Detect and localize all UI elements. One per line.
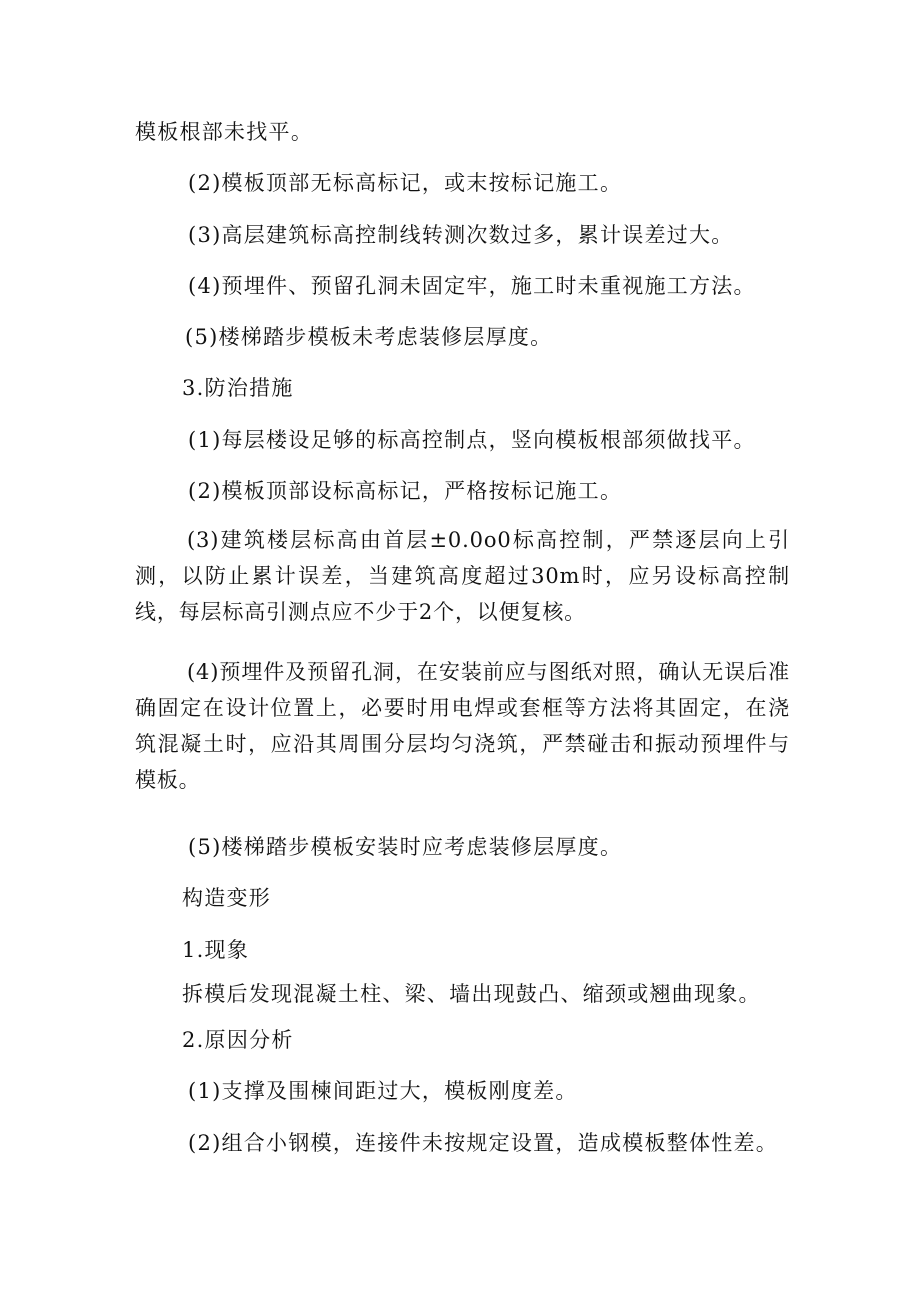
text-line: 模板根部未找平。 — [135, 120, 314, 144]
text-line: (5)楼梯踏步模板未考虑装修层厚度。 — [185, 325, 553, 349]
text-line: 拆模后发现混凝土柱、梁、墙出现鼓凸、缩颈或翘曲现象。 — [182, 982, 761, 1006]
text-line: (1)每层楼设足够的标高控制点，竖向模板根部须做找平。 — [188, 428, 756, 452]
text-line: (2)模板顶部设标高标记，严格按标记施工。 — [188, 479, 623, 503]
paragraph-text: (4)预埋件及预留孔洞，在安装前应与图纸对照，确认无误后准确固定在设计位置上，必要时用电焊或套框等方法将其固定，在浇筑混凝土时，应沿其周围分层均匀浇筑，严禁碰击和振动预埋件与模板。 — [135, 660, 790, 792]
paragraph-embedded — [135, 654, 790, 798]
paragraph-text: (3)建筑楼层标高由首层±0.0o0标高控制，严禁逐层向上引测，以防止累计误差，当建筑高度超过30m时，应另设标高控制线，每层标高引测点应不少于2个，以便复核。 — [135, 528, 790, 624]
text-line: (5)楼梯踏步模板安装时应考虑装修层厚度。 — [188, 835, 623, 859]
section-heading: 2.原因分析 — [182, 1028, 294, 1052]
text-line: (1)支撑及围楝间距过大，模板刚度差。 — [188, 1079, 578, 1103]
section-heading: 构造变形 — [182, 886, 272, 910]
text-line: (4)预埋件、预留孔洞未固定牢，施工时未重视施工方法。 — [188, 274, 756, 298]
text-line: (3)高层建筑标高控制线转测次数过多，累计误差过大。 — [188, 223, 734, 247]
text-line: (2)模板顶部无标高标记，或末按标记施工。 — [188, 171, 623, 195]
section-heading: 3.防治措施 — [182, 376, 294, 400]
text-line: (2)组合小钢模，连接件未按规定设置，造成模板整体性差。 — [188, 1131, 779, 1155]
paragraph-elevation — [135, 522, 790, 630]
section-heading: 1.现象 — [182, 938, 250, 962]
